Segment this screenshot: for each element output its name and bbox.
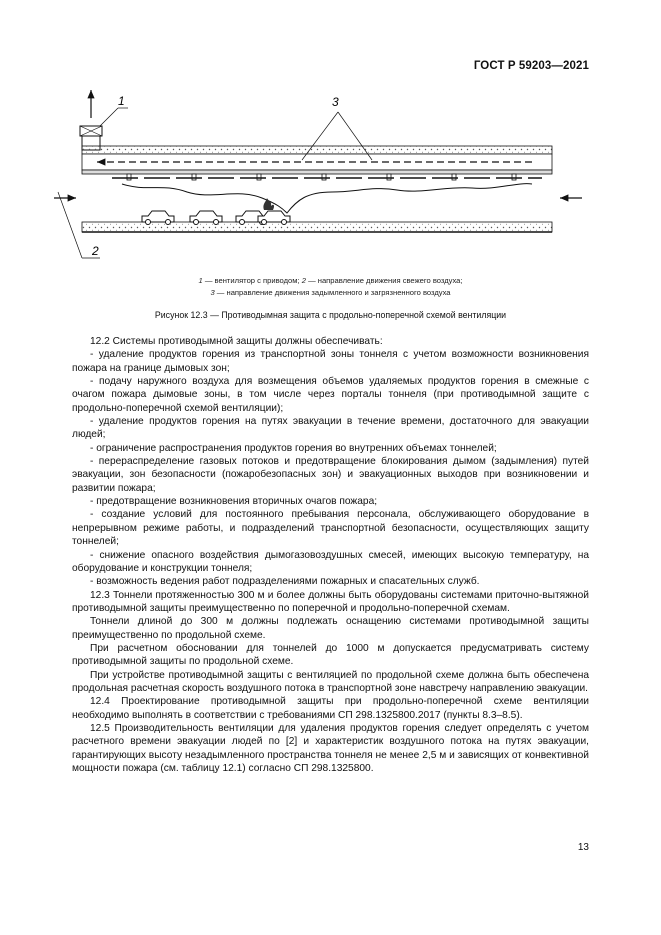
paragraph: При устройстве противодымной защиты с вентиляцией по продольной схеме должна быть обеспечена продольная расчетная скорость воздушного потока в транспортной зоне навстречу направлению эвакуации. [72,669,589,694]
body-text [72,335,589,775]
legend-key-2: 2 [301,276,306,285]
list-item: - предотвращение возникновения вторичных очагов пожара; [90,496,378,508]
tunnel-ventilation-diagram [52,88,612,268]
paragraph: 12.3 Тоннели протяженностью 300 м и более должны быть оборудованы системами приточно-вытяжной противодымной защиты преимущественно по поперечной и продольно-поперечной схемам. [72,589,589,614]
list-item: - перераспределение газовых потоков и предотвращение блокирования дымом (задымления) путей эвакуации, зон безопасности (пожаробезопасных зон) и эвакуационных выходов при возникновении и развитии пожара; [72,456,589,494]
callout-3: 3 [332,95,339,109]
smoke-boundary [122,184,532,213]
list-item: - удаление продуктов горения на путях эвакуации в течение времени, достаточного для эвакуации людей; [72,416,589,441]
tunnel-roof [82,146,552,154]
list-item: - возможность ведения работ подразделениями пожарных и спасательных служб. [90,576,480,588]
paragraph: 12.2 Системы противодымной защиты должны обеспечивать: [90,336,383,347]
paragraph: 12.4 Проектирование противодымной защиты при продольно-поперечной схеме вентиляции необходимо выполнять в соответствии с требованиями СП 298.1325800.2017 (пункты 8.3–8.5). [72,696,589,721]
legend-text-2: — направление движения свежего воздуха; [305,276,463,285]
duct-slab [82,170,552,174]
list-item: - удаление продуктов горения из транспортной зоны тоннеля с учетом возможности возникновения пожара на границе дымовых зон; [72,349,589,374]
list-item: - ограничение распространения продуктов горения во внутренних объемах тоннелей; [90,442,497,454]
jet-fans [127,174,516,180]
page-number: 13 [577,842,589,853]
legend-key-3: 3 [210,287,215,297]
document-header: ГОСТ Р 59203—2021 [473,60,589,72]
list-item: - снижение опасного воздействия дымогазовоздушных смесей, имеющих высокую температуру, на оборудование и конструкции тоннеля; [72,549,589,574]
figure-legend [0,275,661,298]
paragraph: Тоннели длиной до 300 м должны подлежать оснащению системами противодымной защиты преимущественно по продольной схеме. [72,616,589,641]
callout-1: 1 [118,94,125,108]
list-item: - создание условий для постоянного пребывания персонала, обслуживающего оборудование в непрерывном режиме работы, и подразделений транспортной безопасности, осуществляющих защиту тоннелей; [72,509,589,548]
legend-text-1: — вентилятор с приводом; [202,276,302,285]
paragraph: 12.5 Производительность вентиляции для удаления продуктов горения следует определять с учетом расчетного времени эвакуации людей по [2] и характеристик воздушного потока на путях эвакуации, гарантирующих высоту незадымленного пространства тоннеля не менее 2,5 м и зависящих от конвективной мощности пожара (см. таблицу 12.1) согласно СП 298.1325800. [72,722,589,774]
legend-key-1: 1 [198,276,203,285]
list-item: - подачу наружного воздуха для возмещения объемов удаляемых продуктов горения в смежные с очагом пожара дымовые зоны, в том числе через порталы тоннеля (при противодымной защите с продольно-поперечной схемой вентиляции); [72,376,589,414]
figure-caption: Рисунок 12.3 — Противодымная защита с продольно-поперечной схемой вентиляции [154,310,507,320]
paragraph: При расчетном обосновании для тоннелей до 1000 м допускается предусматривать систему противодымной защиты по продольной схеме. [72,642,589,668]
vehicles [142,211,290,225]
callout-2: 2 [92,244,99,258]
legend-text-3: — направление движения задымленного и загрязненного воздуха [214,287,451,297]
road-slab [82,222,552,232]
